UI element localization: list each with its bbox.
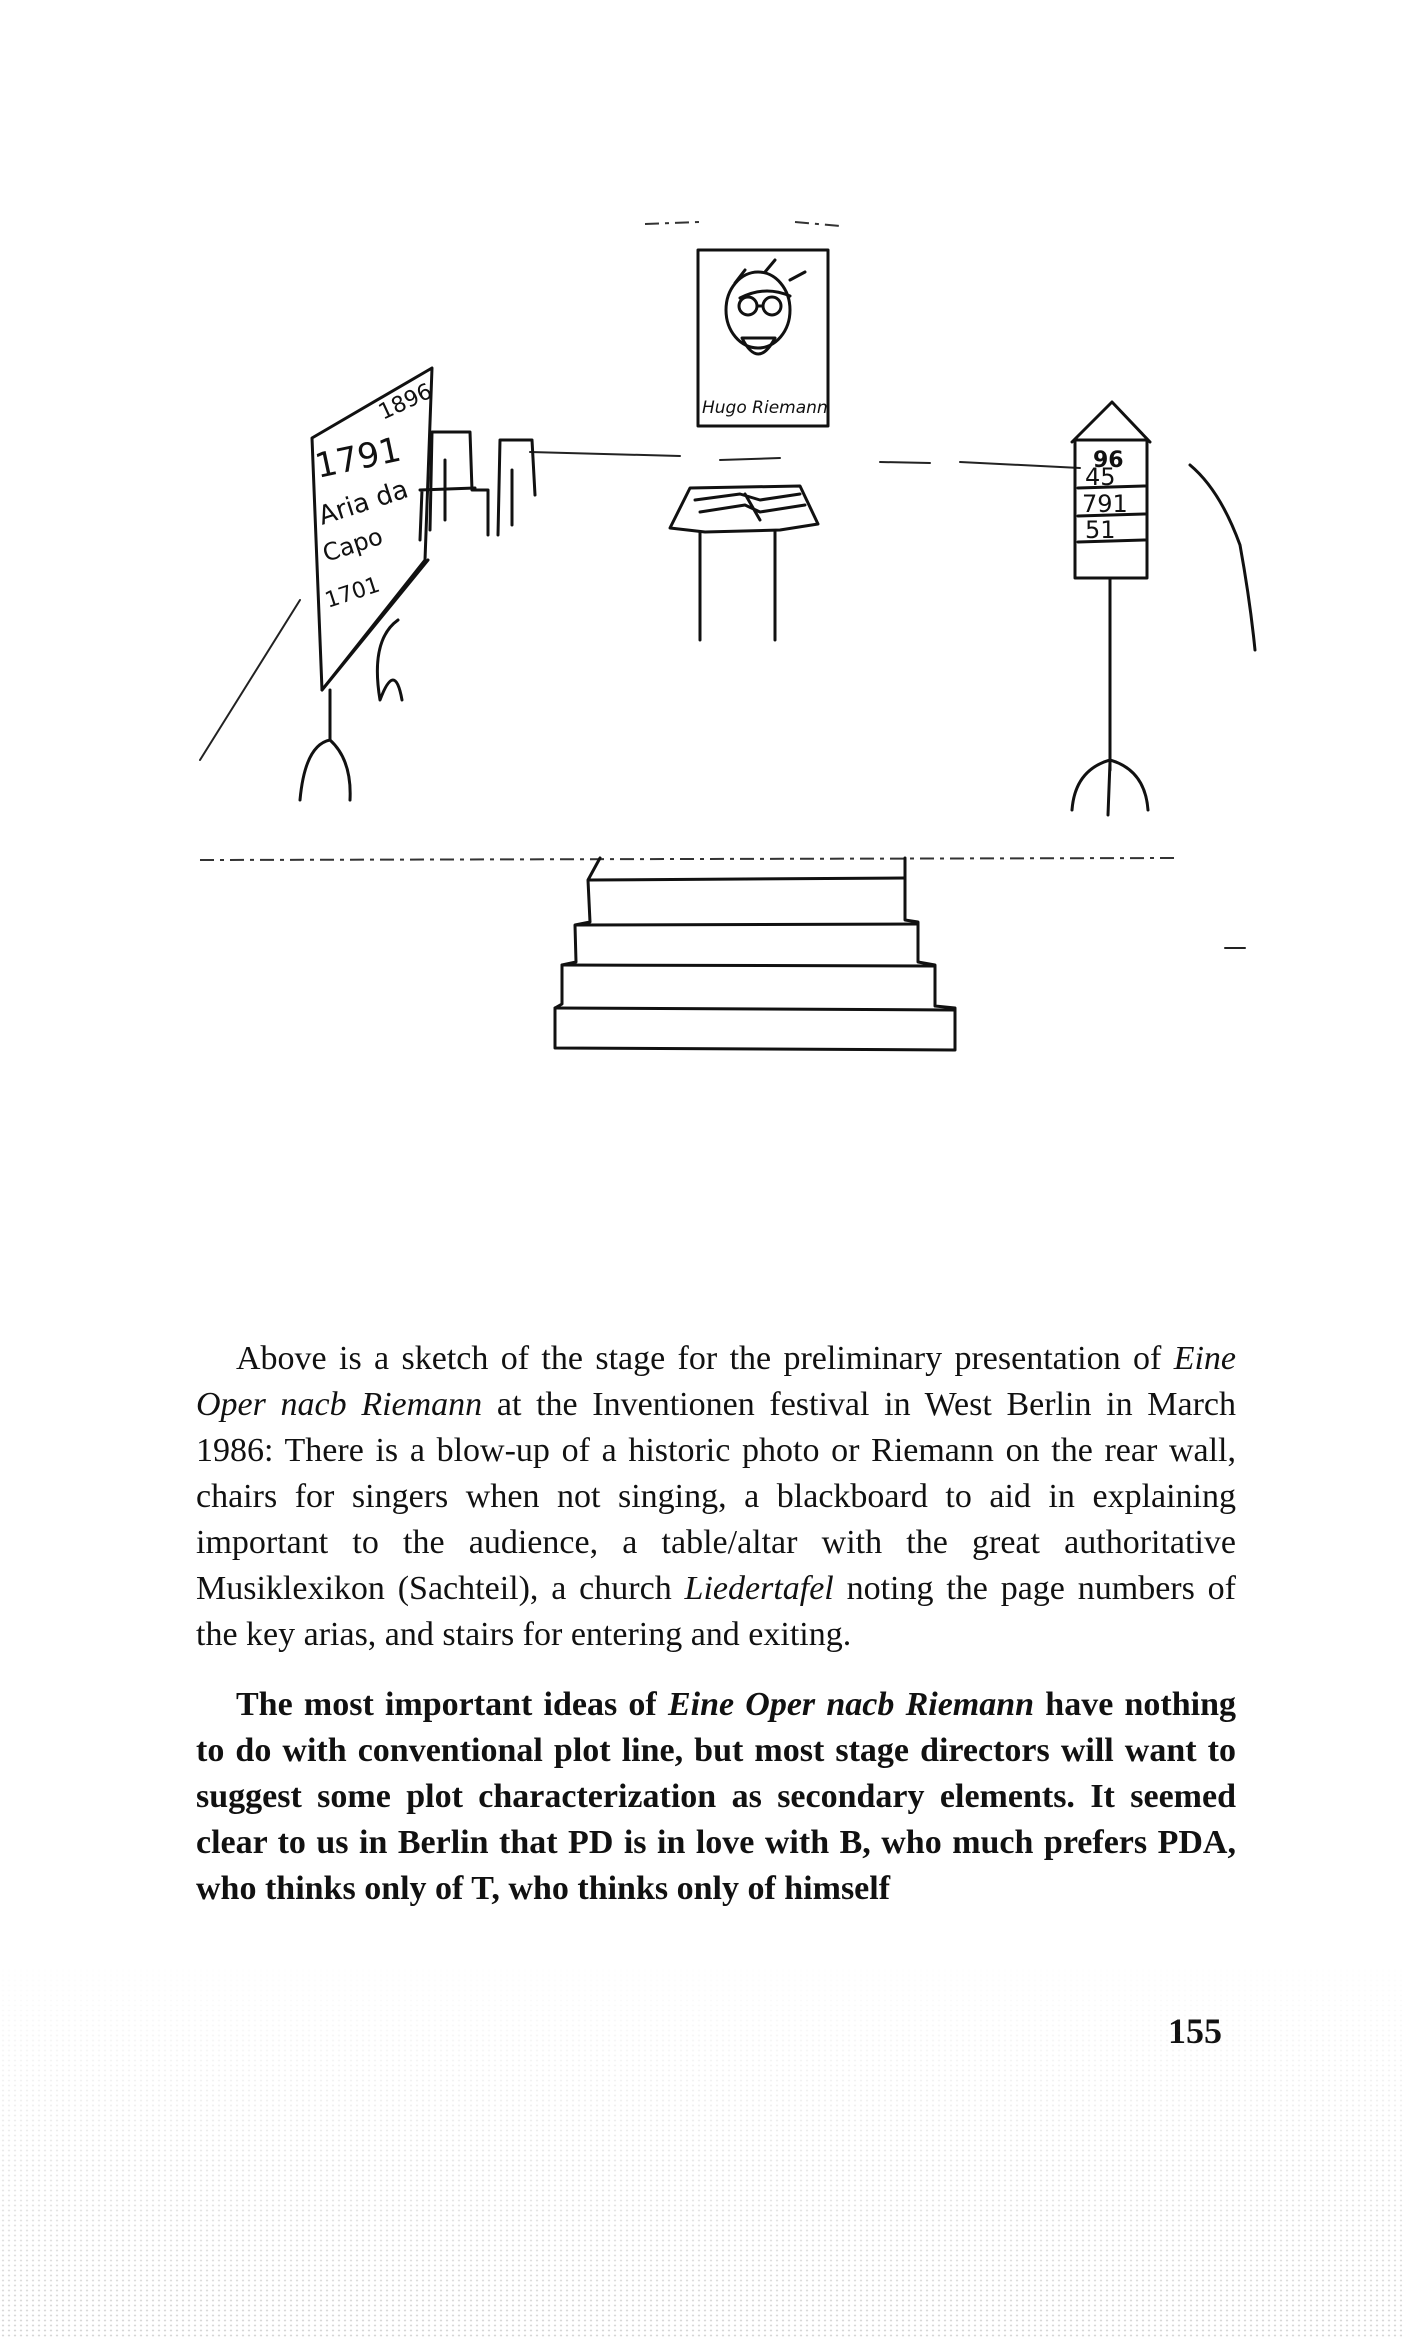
portrait-caption: Hugo Riemann — [702, 398, 828, 418]
liedertafel-term: Liedertafel — [684, 1570, 834, 1607]
liedertafel-number-2: 45 — [1085, 463, 1116, 491]
para2-text-b: have nothing to do with conventional plot line, but most stage directors will want to suggest some plot characterization as secondary elements. It seemed clear to us in Berlin that PD is in love with B, who much prefers PDA, who thinks only of T, who thinks only of himself — [196, 1686, 1236, 1907]
riemann-portrait — [645, 222, 840, 426]
liedertafel-number-4: 51 — [1085, 516, 1116, 544]
liedertafel-number-3: 791 — [1082, 490, 1128, 518]
blackboard-line-2: Aria da — [314, 474, 412, 532]
opera-title-2: Eine Oper nacb Riemann — [667, 1686, 1035, 1723]
para2-text-a: The most important ideas of — [236, 1686, 668, 1723]
blackboard — [300, 368, 436, 800]
chairs — [420, 432, 535, 540]
opera-title: Eine Oper nacb Riemann — [196, 1340, 1236, 1423]
table-with-musiklexikon — [670, 486, 818, 640]
blackboard-line-3: Capo — [319, 522, 387, 568]
blackboard-line-1: 1791 — [311, 429, 405, 487]
page-number: 155 — [1168, 2011, 1222, 2051]
paragraph-2 — [196, 1682, 1236, 1912]
stage-front-edge — [200, 858, 1245, 948]
para1-text-c: noting the page numbers of the key arias, and stairs for entering and exiting. — [196, 1570, 1237, 1653]
blackboard-year-bottom: 1701 — [322, 572, 384, 614]
blackboard-year-top: 1896 — [374, 379, 437, 426]
body-text — [196, 1336, 1236, 1912]
paragraph-1 — [196, 1336, 1236, 1658]
liedertafel-number-1: 96 — [1093, 448, 1124, 473]
stairs — [555, 858, 955, 1050]
para1-text-a: Above is a sketch of the stage for the preliminary presentation of — [236, 1340, 1174, 1377]
para1-text-b: at the Inventionen festival in West Berlin in March 1986: There is a blow-up of a historic photo or Riemann on the rear wall, chairs for singers when not singing, a blackboard to aid in explaining important to the audience, a table/altar with the great authoritative Musiklexikon (Sachteil), a church — [196, 1386, 1236, 1607]
liedertafel — [1072, 402, 1150, 815]
